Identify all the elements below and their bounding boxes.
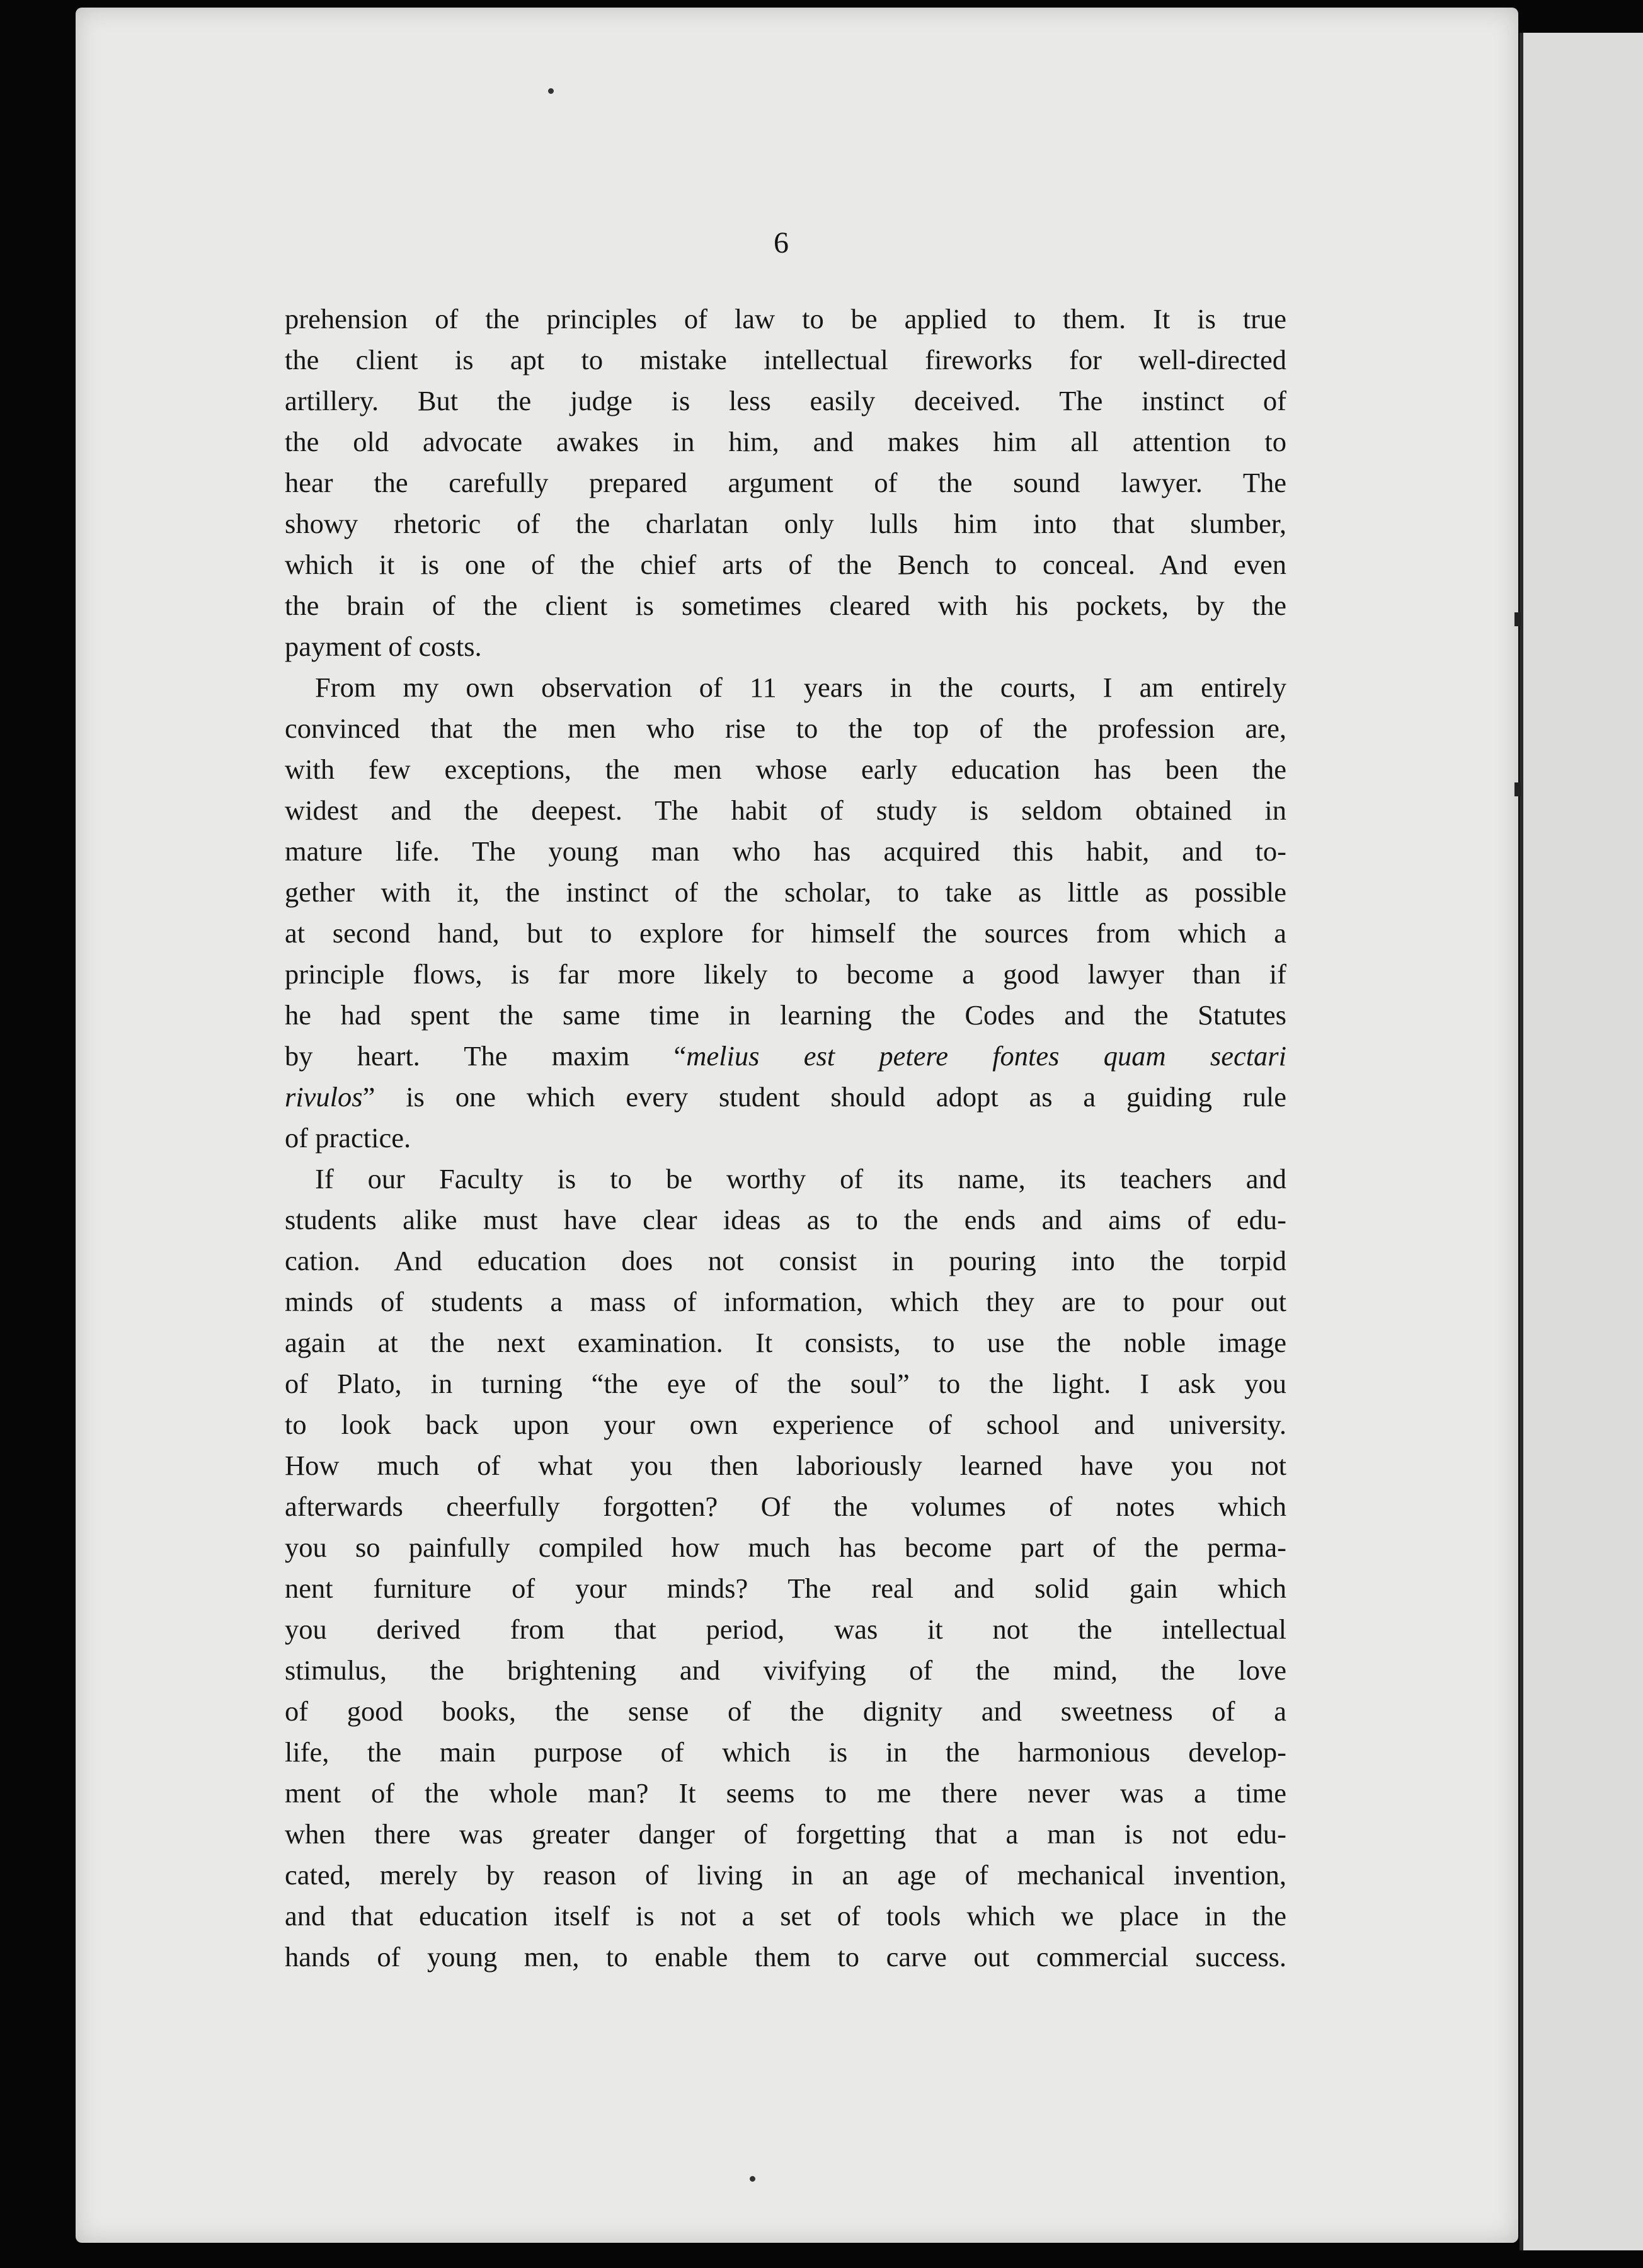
text-line: life, the main purpose of which is in the harmonious develop- <box>285 1736 1286 1768</box>
text-line: prehension of the principles of law to be applied to them. It is true <box>285 303 1286 335</box>
text-line <box>285 1077 1286 1118</box>
text-line: hear the carefully prepared argument of the sound lawyer. The <box>285 467 1286 498</box>
text-line: ment of the whole man? It seems to me there never was a time <box>285 1777 1286 1809</box>
text-line: cated, merely by reason of living in an age of mechanical invention, <box>285 1859 1286 1891</box>
maxim-intro: by heart. The maxim “ <box>285 1040 687 1072</box>
text-line: How much of what you then laboriously learned have you not <box>285 1450 1286 1481</box>
text-line: mature life. The young man who has acquired this habit, and to- <box>285 835 1286 867</box>
text-line: when there was greater danger of forgetting that a man is not edu- <box>285 1818 1286 1850</box>
page-number: 6 <box>774 226 789 260</box>
text-line: of practice. <box>285 1122 411 1154</box>
maxim-outro: ” is one which every student should adopt as a guiding rule <box>362 1081 1286 1113</box>
text-line: payment of costs. <box>285 631 482 662</box>
text-line: which it is one of the chief arts of the Bench to conceal. And even <box>285 549 1286 580</box>
text-line <box>285 1036 1286 1077</box>
text-line: at second hand, but to explore for himself the sources from which a <box>285 917 1286 949</box>
text-line: minds of students a mass of information, which they are to pour out <box>285 1286 1286 1317</box>
dust-speck <box>548 88 554 94</box>
paragraph-2 <box>285 667 1286 1159</box>
text-line: the old advocate awakes in him, and makes him all attention to <box>285 426 1286 457</box>
text-line: convinced that the men who rise to the top of the profession are, <box>285 713 1286 744</box>
text-line: widest and the deepest. The habit of study is seldom obtained in <box>285 794 1286 826</box>
text-line: he had spent the same time in learning the Codes and the Statutes <box>285 999 1286 1031</box>
text-line: stimulus, the brightening and vivifying of the mind, the love <box>285 1654 1286 1686</box>
body-text <box>285 299 1286 1978</box>
text-line: afterwards cheerfully forgotten? Of the volumes of notes which <box>285 1491 1286 1522</box>
paragraph-3 <box>285 1159 1286 1978</box>
text-line: If our Faculty is to be worthy of its name, its teachers and <box>315 1163 1286 1194</box>
edge-mark <box>1514 782 1521 796</box>
text-line: you derived from that period, was it not the intellectual <box>285 1613 1286 1645</box>
text-line: of Plato, in turning “the eye of the soul” to the light. I ask you <box>285 1368 1286 1399</box>
text-line: the client is apt to mistake intellectual fireworks for well-directed <box>285 344 1286 375</box>
text-line: principle flows, is far more likely to become a good lawyer than if <box>285 958 1286 990</box>
text-line: and that education itself is not a set of tools which we place in the <box>285 1900 1286 1932</box>
text-line: of good books, the sense of the dignity and sweetness of a <box>285 1695 1286 1727</box>
text-line: From my own observation of 11 years in the courts, I am entirely <box>315 672 1286 703</box>
maxim-latin: melius est petere fontes quam sectari <box>686 1040 1286 1072</box>
text-line: showy rhetoric of the charlatan only lulls him into that slumber, <box>285 508 1286 539</box>
text-line: you so painfully compiled how much has become part of the perma- <box>285 1532 1286 1563</box>
paragraph-1 <box>285 299 1286 667</box>
text-line: students alike must have clear ideas as to the ends and aims of edu- <box>285 1204 1286 1235</box>
edge-mark <box>1514 612 1521 626</box>
dust-speck <box>750 2176 755 2182</box>
text-line: artillery. But the judge is less easily deceived. The instinct of <box>285 385 1286 416</box>
text-line: again at the next examination. It consists, to use the noble image <box>285 1327 1286 1358</box>
text-line: hands of young men, to enable them to carve out commercial success. <box>285 1941 1286 1973</box>
text-line: gether with it, the instinct of the scholar, to take as little as possible <box>285 876 1286 908</box>
maxim-latin-end: rivulos <box>285 1081 363 1113</box>
adjacent-page-edge <box>1520 33 1643 2250</box>
text-line: with few exceptions, the men whose early education has been the <box>285 753 1286 785</box>
text-line: nent furniture of your minds? The real and solid gain which <box>285 1572 1286 1604</box>
text-line: cation. And education does not consist in pouring into the torpid <box>285 1245 1286 1276</box>
text-line: to look back upon your own experience of school and university. <box>285 1409 1286 1440</box>
text-line: the brain of the client is sometimes cleared with his pockets, by the <box>285 590 1286 621</box>
